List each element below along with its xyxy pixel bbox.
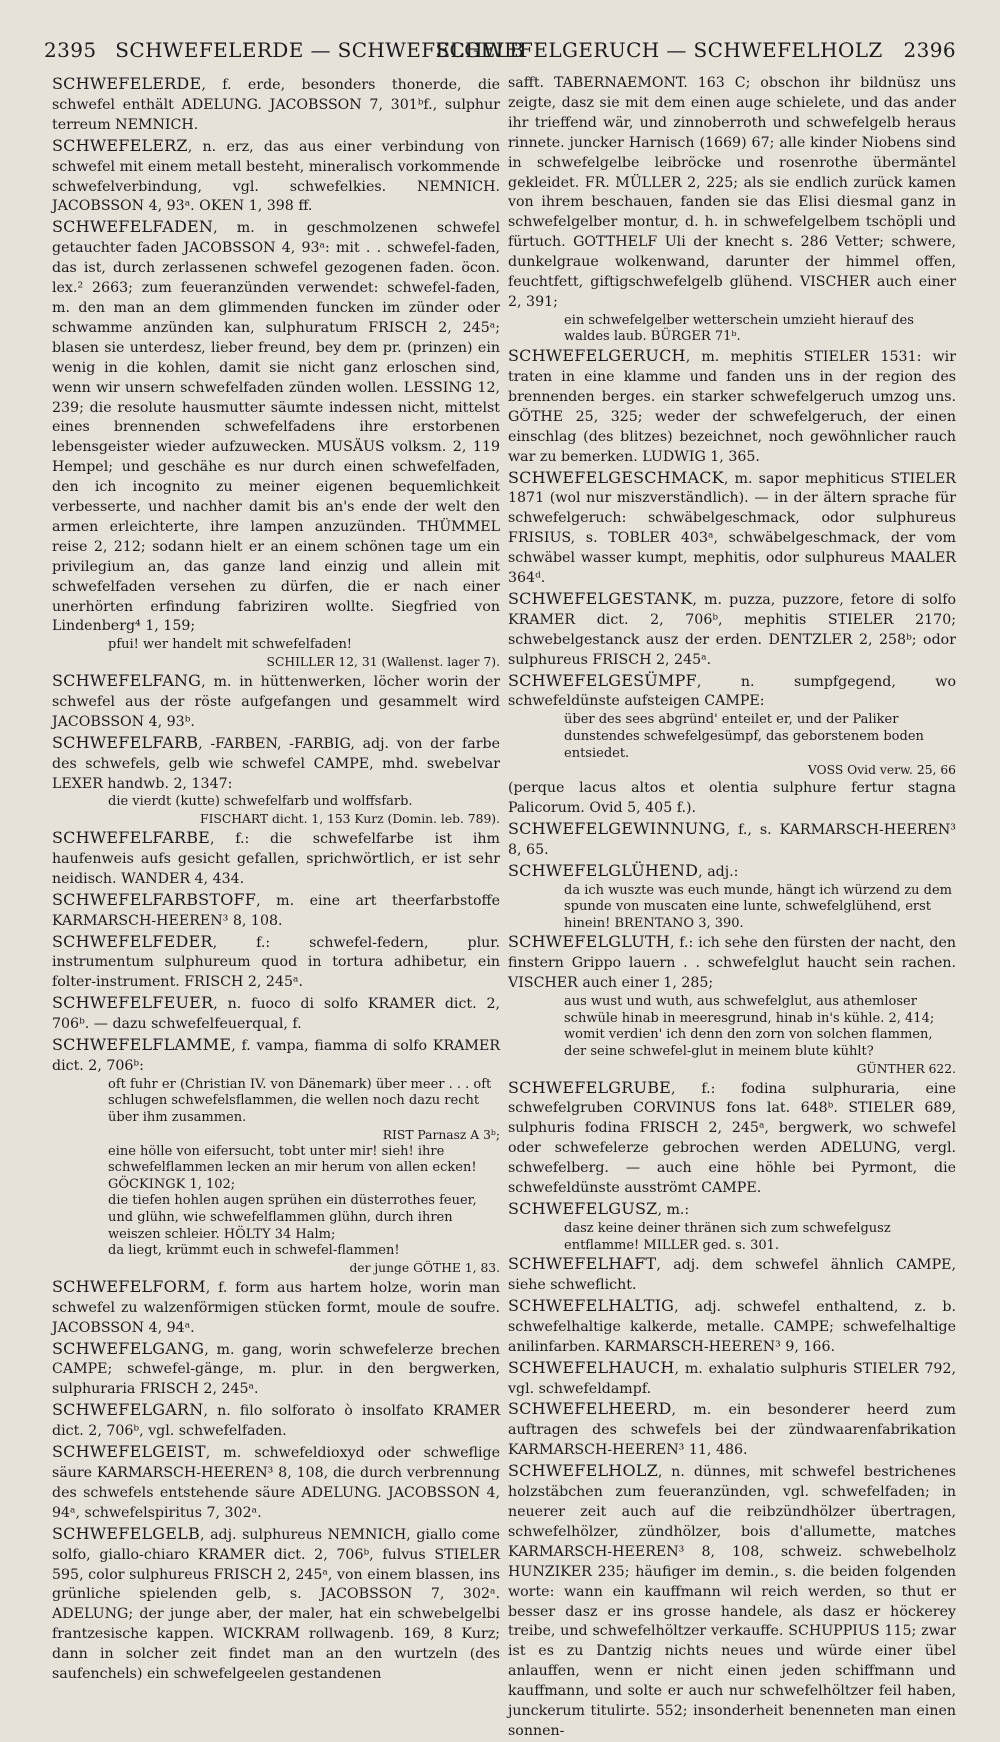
dictionary-entry: SCHWEFELHOLZ, n. dünnes, mit schwefel bestrichenes holzstäbchen zum feueranzünden, vgl. schwefelfaden; in neuerer zeit auch auf die reibzündhölzer übertragen, schwefelhölzer, zündhölzer, bois d'allumette, matches KARMARSCH-HEEREN³ 8, 108, schweiz. schwebelholz HUNZIKER 235; häufiger im demin., s. die beiden folgenden worte: wann ein kauffmann wil reich werden, so thut er besser dasz er ins grosse handele, als dasz er höckerey treibe, und schwefelhöltzer verkauffe. SCHUPPIUS 115; zwar ist es zu Dantzig nichts neues und würde einer übel anlauffen, wenn er nicht einen jeden schiffmann und kauffmann, und solte er auch nur schwefelhöltzer feil haben, junckerum titulirte. 552; insonderheit benenneten man einen sonnen- bbox=[508, 1461, 956, 1739]
right-column bbox=[508, 74, 956, 1742]
entry-headword: SCHWEFELGARN bbox=[52, 1400, 204, 1420]
quotation-source: SCHILLER 12, 31 (Wallenst. lager 7). bbox=[266, 654, 500, 669]
entry-headword: SCHWEFELGEIST bbox=[52, 1442, 206, 1462]
dictionary-entry: SCHWEFELGARN, n. filo solforato ò insolfato KRAMER dict. 2, 706ᵇ, vgl. schwefelfaden. bbox=[52, 1400, 500, 1440]
entry-headword: SCHWEFELHOLZ bbox=[508, 1461, 658, 1481]
entry-headword: SCHWEFELGLUTH bbox=[508, 932, 670, 952]
entry-headword: SCHWEFELFEUER bbox=[52, 993, 214, 1013]
entry-headword: SCHWEFELFARBSTOFF bbox=[52, 889, 257, 909]
verse-quotation: pfui! wer handelt mit schwefelfaden! bbox=[108, 637, 353, 653]
entry-headword: SCHWEFELFORM bbox=[52, 1276, 206, 1296]
left-page-number: 2395 bbox=[44, 38, 97, 62]
dictionary-entry: SCHWEFELGLUTH, f.: ich sehe den fürsten der nacht, den finstern Grippo lauern . . schwefelglut haucht sein rachen. VISCHER auch einer 1, 285; bbox=[508, 932, 956, 992]
verse-quotation: die tiefen hohlen augen sprühen ein düsterrothes feuer, und glühn, wie schwefelflammen glühn, durch ihren weiszen schleier. HÖLTY 34 Halm; bbox=[108, 1193, 477, 1242]
entry-headword: SCHWEFELGELB bbox=[52, 1523, 200, 1543]
left-running-title: SCHWEFELERDE — SCHWEFELGELB bbox=[115, 38, 525, 62]
verse-quotation: dasz keine deiner thränen sich zum schwefelgusz entflamme! MILLER ged. s. 301. bbox=[564, 1220, 891, 1253]
entry-headword: SCHWEFELGERUCH bbox=[508, 346, 686, 366]
entry-headword: SCHWEFELERZ bbox=[52, 135, 188, 155]
dictionary-entry: SCHWEFELGELB, adj. sulphureus NEMNICH, giallo come solfo, giallo-chiaro KRAMER dict. 2, 706ᵇ, fulvus STIELER 595, color sulphureus FRISCH 2, 245ᵃ, von einem blassen, ins grünliche spielenden gelb, s. JACOBSSON 7, 302ᵃ. ADELUNG; der junge aber, der maler, hat ein schwebelgelbi frantzesische kappen. WICKRAM rollwagenb. 169, 8 Kurz; dann in solcher zeit findet man an den wurtzeln (des saufenchels) ein schwefelgeelen gestandenen bbox=[52, 1523, 500, 1683]
dictionary-entry: SCHWEFELHEERD, m. ein besonderer heerd zum auftragen des schwefels bei der zündwaarenfabrikation KARMARSCH-HEEREN³ 11, 486. bbox=[508, 1399, 956, 1459]
entry-headword: SCHWEFELGLÜHEND bbox=[508, 860, 699, 880]
quotation-source: FISCHART dicht. 1, 153 Kurz (Domin. leb. 789). bbox=[200, 812, 500, 826]
dictionary-entry: SCHWEFELFORM, f. form aus hartem holze, worin man schwefel zu walzenförmigen stücken formt, moule de soufre. JACOBSSON 4, 94ᵃ. bbox=[52, 1276, 500, 1336]
entry-headword: SCHWEFELHAUCH bbox=[508, 1357, 675, 1377]
entry-headword: SCHWEFELGANG bbox=[52, 1338, 205, 1358]
entry-headword: SCHWEFELGESTANK bbox=[508, 588, 693, 608]
right-page-number: 2396 bbox=[903, 38, 956, 62]
left-column bbox=[52, 74, 500, 1685]
quotation-source: RIST Parnasz A 3ᵇ; bbox=[382, 1127, 500, 1142]
dictionary-entry: SCHWEFELFANG, m. in hüttenwerken, löcher worin der schwefel aus der röste aufgefangen und gesammelt wird JACOBSSON 4, 93ᵇ. bbox=[52, 670, 500, 730]
entry-headword: SCHWEFELHALTIG bbox=[508, 1295, 675, 1315]
dictionary-entry: SCHWEFELERZ, n. erz, das aus einer verbindung von schwefel mit einem metall besteht, mineralisch vorkommende schwefelverbindung, vgl. schwefelkies. NEMNICH. JACOBSSON 4, 93ᵃ. OKEN 1, 398 ff. bbox=[52, 135, 500, 215]
dictionary-entry: SCHWEFELFEUER, n. fuoco di solfo KRAMER dict. 2, 706ᵇ. — dazu schwefelfeuerqual, f. bbox=[52, 993, 500, 1033]
dictionary-entry: SCHWEFELHAFT, adj. dem schwefel ähnlich CAMPE, siehe schweflicht. bbox=[508, 1254, 956, 1293]
entry-headword: SCHWEFELFARB bbox=[52, 732, 199, 752]
verse-quotation: da liegt, krümmt euch in schwefel-flammen! bbox=[108, 1243, 400, 1259]
entry-headword: SCHWEFELFARBE bbox=[52, 828, 211, 847]
entry-headword: SCHWEFELHAFT bbox=[508, 1254, 657, 1274]
dictionary-entry: SCHWEFELGRUBE, f.: fodina sulphuraria, eine schwefelgruben CORVINUS fons lat. 648ᵇ. STIELER 689, sulphuris fodina FRISCH 2, 245ᵃ, bergwerk, wo schwefel oder schwefelerze gebrochen werden ADELUNG, vergl. schwefelberg. — auch eine höhle bei Pyrmont, die schwefeldünste ausströmt CAMPE. bbox=[508, 1077, 956, 1197]
right-running-title: SCHWEFELGERUCH — SCHWEFELHOLZ bbox=[435, 38, 883, 62]
verse-quotation: eine hölle von eifersucht, tobt unter mir! sieh! ihre schwefelflammen lecken an mir herum von allen ecken! GÖCKINGK 1, 102; bbox=[108, 1143, 477, 1192]
entry-headword: SCHWEFELGRUBE bbox=[508, 1077, 672, 1097]
entry-headword: SCHWEFELGUSZ bbox=[508, 1199, 658, 1218]
dictionary-entry: SCHWEFELERDE, f. erde, besonders thonerde, die schwefel enthält ADELUNG. JACOBSSON 7, 301ᵇf., sulphur terreum NEMNICH. bbox=[52, 74, 500, 133]
entry-headword: SCHWEFELGESÜMPF bbox=[508, 670, 697, 690]
right-page-header bbox=[435, 38, 956, 68]
verse-quotation: die vierdt (kutte) schwefelfarb und wolffsfarb. bbox=[108, 794, 413, 810]
dictionary-entry: SCHWEFELHAUCH, m. exhalatio sulphuris STIELER 792, vgl. schwefeldampf. bbox=[508, 1357, 956, 1397]
entry-headword: SCHWEFELFADEN bbox=[52, 217, 214, 237]
dictionary-entry: SCHWEFELGEWINNUNG, f., s. KARMARSCH-HEEREN³ 8, 65. bbox=[508, 818, 956, 858]
quotation-source: VOSS Ovid verw. 25, 66 bbox=[807, 763, 956, 778]
entry-headword: SCHWEFELERDE bbox=[52, 74, 202, 93]
dictionary-entry: SCHWEFELFARBE, f.: die schwefelfarbe ist ihm haufenweis aufs gesicht gefallen, sprichwörtlich, er ist sehr neidisch. WANDER 4, 434. bbox=[52, 828, 500, 887]
dictionary-entry: SCHWEFELGUSZ, m.: bbox=[508, 1199, 690, 1218]
quotation-source: der junge GÖTHE 1, 83. bbox=[349, 1260, 500, 1275]
dictionary-entry: safft. TABERNAEMONT. 163 C; obschon ihr bildnüsz uns zeigte, dasz sie mit dem einen auge schielete, und das ander ihr trieffend wär, und zinnoberroth und schwefelgelb heraus rinnete. juncker Harnisch (1669) 67; alle kinder Niobens sind in schwefelgelbe leibröcke und rosenrothe übermäntel gekleidet. FR. MÜLLER 2, 225; als sie endlich zurück kamen von ihrem beschauen, fanden sie das Elisi diesmal ganz in schwefelgelber montur, d. h. in schwefelgelbem tschöpli und fürtuch. GOTTHELF Uli der knecht s. 286 Vetter; schwere, dunkelgraue wolkenwand, darunter der himmel offen, feuchtfett, giftigschwefelgelb glühend. VISCHER auch einer 2, 391; bbox=[508, 75, 956, 310]
verse-quotation: ein schwefelgelber wetterschein umzieht hierauf des waldes laub. BÜRGER 71ᵇ. bbox=[564, 312, 914, 345]
dictionary-entry: SCHWEFELFADEN, m. in geschmolzenen schwefel getauchter faden JACOBSSON 4, 93ᵃ: mit . . schwefel-faden, das ist, durch zerlassenen schwefel gezogenen faden. öcon. lex.² 2663; zum feueranzünden verwendet: schwefel-faden, m. den man an dem glimmenden funcken im zünder oder schwamme anzünden kan, sulphuratum FRISCH 2, 245ᵃ; blasen sie unterdesz, lieber freund, bey dem pr. (prinzen) ein wenig in die kohlen, damit sie nicht ganz erloschen sind, wenn wir unsern schwefelfaden zünden wollen. LESSING 12, 239; die resolute hausmutter säumte indessen nicht, mittelst eines brennenden schwefelfadens ihre erstorbenen lebensgeister wieder aufzuwecken. MUSÄUS volksm. 2, 119 Hempel; und geschähe es nur durch einen schwefelfaden, den ich incognito zu meiner eigenen bequemlichkeit verbesserte, und nachher damit bis an's ende der welt den armen erleichterte, ihre lampen anzuzünden. THÜMMEL reise 2, 212; sodann hielt er an einem schönen tage um ein privilegium an, das ganze land einzig und allein mit schwefelfaden versehen zu dürfen, die er nach einer unerhörten erfindung fabriziren wollte. Siegfried von Lindenberg⁴ 1, 159; bbox=[52, 217, 500, 635]
entry-headword: SCHWEFELHEERD bbox=[508, 1399, 672, 1419]
entry-headword: SCHWEFELFANG bbox=[52, 670, 202, 690]
dictionary-entry: SCHWEFELGESTANK, m. puzza, puzzore, fetore di solfo KRAMER dict. 2, 706ᵇ, mephitis STIELER 2170; schwebelgestanck ausz der erden. DENTZLER 2, 258ᵇ; odor sulphureus FRISCH 2, 245ᵃ. bbox=[508, 588, 956, 668]
dictionary-entry: SCHWEFELFLAMME, f. vampa, fiamma di solfo KRAMER dict. 2, 706ᵇ: bbox=[52, 1035, 500, 1074]
entry-headword: SCHWEFELGEWINNUNG bbox=[508, 818, 726, 838]
entry-headword: SCHWEFELGESCHMACK bbox=[508, 467, 724, 487]
dictionary-entry: SCHWEFELFARBSTOFF, m. eine art theerfarbstoffe KARMARSCH-HEEREN³ 8, 108. bbox=[52, 889, 500, 929]
dictionary-entry: SCHWEFELGESÜMPF, n. sumpfgegend, wo schwefeldünste aufsteigen CAMPE: bbox=[508, 670, 956, 710]
verse-quotation: über des sees abgründ' enteilet er, und der Paliker dunstendes schwefelgesümpf, das geborstenem boden entsiedet. bbox=[564, 712, 924, 761]
dictionary-entry: SCHWEFELGEIST, m. schwefeldioxyd oder schweflige säure KARMARSCH-HEEREN³ 8, 108, die durch verbrennung des schwefels entstehende säure ADELUNG. JACOBSSON 4, 94ᵃ, schwefelspiritus 7, 302ᵃ. bbox=[52, 1442, 500, 1521]
verse-quotation: oft fuhr er (Christian IV. von Dänemark) über meer . . . oft schlugen schwefelsflammen, die wellen noch dazu recht über ihm zusammen. bbox=[108, 1076, 492, 1126]
quotation-source: GÜNTHER 622. bbox=[856, 1061, 956, 1076]
dictionary-entry: SCHWEFELGANG, m. gang, worin schwefelerze brechen CAMPE; schwefel-gänge, m. plur. in den bergwerken, sulphuraria FRISCH 2, 245ᵃ. bbox=[52, 1338, 500, 1398]
dictionary-entry: SCHWEFELFEDER, f.: schwefel-federn, plur. instrumentum sulphureum quod in tortura adhibetur, ein folter-instrument. FRISCH 2, 245ᵃ. bbox=[52, 931, 500, 991]
dictionary-entry: SCHWEFELGLÜHEND, adj.: bbox=[508, 860, 739, 880]
entry-headword: SCHWEFELFLAMME bbox=[52, 1035, 232, 1055]
dictionary-entry: SCHWEFELHALTIG, adj. schwefel enthaltend, z. b. schwefelhaltige kalkerde, metalle. CAMPE; schwefelhaltige anilinfarben. KARMARSCH-HEEREN³ 9, 166. bbox=[508, 1295, 956, 1355]
verse-quotation: aus wust und wuth, aus schwefelglut, aus athemloser schwüle hinab in meeresgrund, hinab in's kühle. 2, 414; womit verdien' ich denn den zorn von solchen flammen, der seine schwefel-glut in meinem blute kühlt? bbox=[564, 994, 935, 1059]
dictionary-entry: SCHWEFELGESCHMACK, m. sapor mephiticus STIELER 1871 (wol nur miszverständlich). — in der ältern sprache für schwefelgeruch: schwäbelgeschmack, odor sulphureus FRISIUS, s. TOBLER 403ᵃ, schwäbelgeschmack, der vom schwäbel wasser kumpt, mephitis, odor sulphureus MAALER 364ᵈ. bbox=[508, 467, 956, 587]
dictionary-entry: SCHWEFELFARB, -FARBEN, -FARBIG, adj. von der farbe des schwefels, gelb wie schwefel CAMPE, mhd. swebelvar LEXER handwb. 2, 1347: bbox=[52, 732, 500, 792]
verse-quotation: da ich wuszte was euch munde, hängt ich würzend zu dem spunde von muscaten eine lunte, schwefelglühend, erst hinein! BRENTANO 3, 390. bbox=[564, 882, 953, 931]
entry-headword: SCHWEFELFEDER bbox=[52, 931, 213, 951]
dictionary-entry: SCHWEFELGERUCH, m. mephitis STIELER 1531: wir traten in eine klamme und fanden uns in der region des brennenden berges. ein starker schwefelgeruch umzog uns. GÖTHE 25, 325; weder der schwefelgeruch, der einen einschlag (des blitzes) bezeichnet, noch gewöhnlicher rauch war zu bemerken. LUDWIG 1, 365. bbox=[508, 346, 956, 465]
dictionary-entry: (perque lacus altos et olentia sulphure fertur stagna Palicorum. Ovid 5, 405 f.). bbox=[508, 780, 956, 817]
